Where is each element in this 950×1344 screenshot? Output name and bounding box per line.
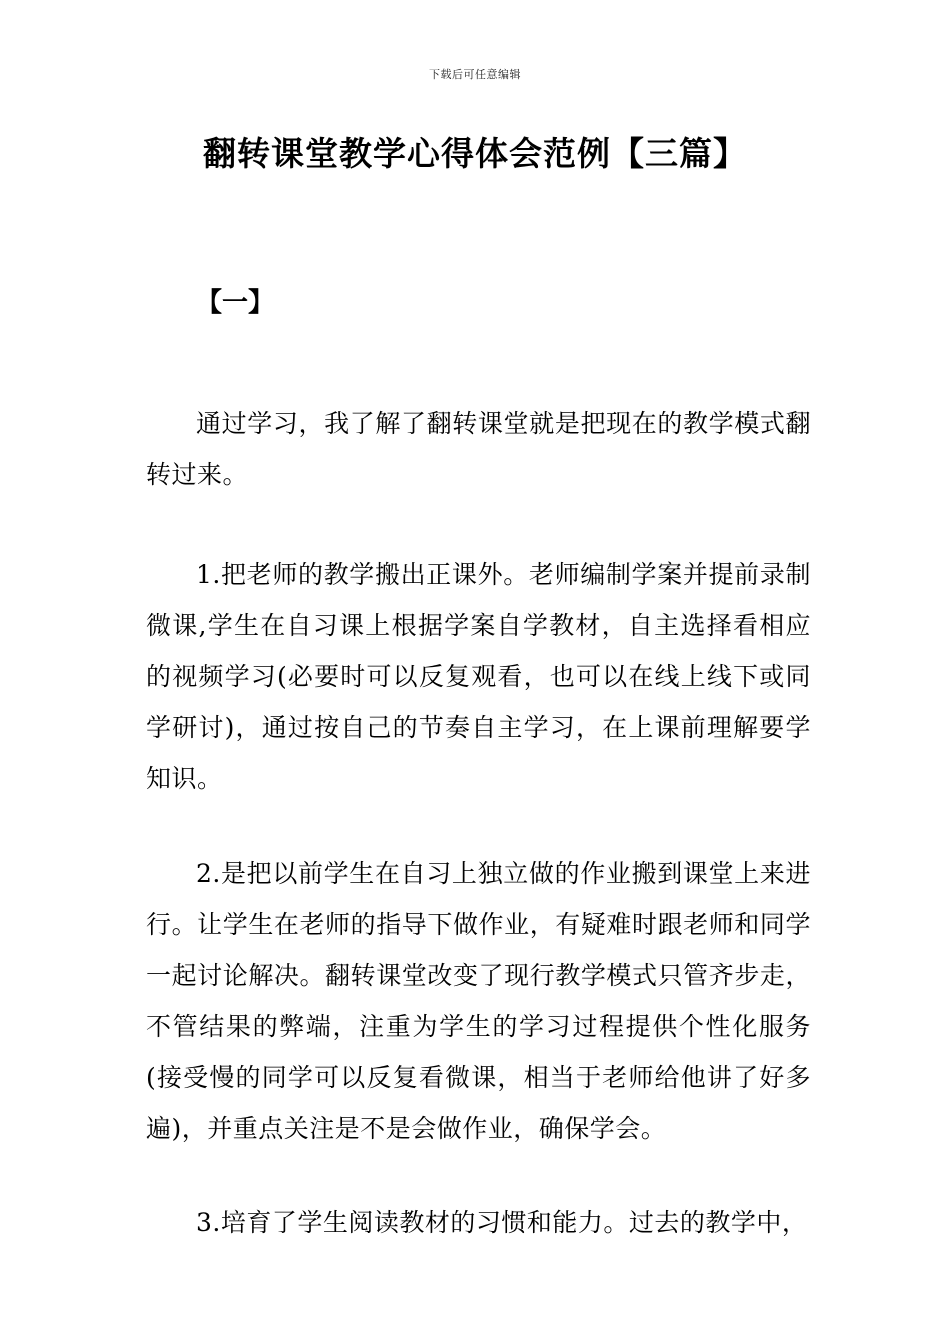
paragraph-intro: 通过学习，我了解了翻转课堂就是把现在的教学模式翻转过来。 bbox=[146, 409, 811, 489]
section-heading: 【一】 bbox=[196, 288, 275, 318]
document-title: 翻转课堂教学心得体会范例【三篇】 bbox=[203, 134, 747, 173]
paragraph-point-3: 3.培育了学生阅读教材的习惯和能力。过去的教学中， bbox=[196, 1208, 808, 1237]
paragraph-point-2: 2.是把以前学生在自习上独立做的作业搬到课堂上来进行。让学生在老师的指导下做作业，有疑难时跟老师和同学一起讨论解决。翻转课堂改变了现行教学模式只管齐步走，不管结果的弊端，注重为学生的学习过程提供个性化服务(接受慢的同学可以反复看微课，相当于老师给他讲了好多遍)，并重点关注是不是会做作业，确保学会。 bbox=[146, 859, 811, 1143]
paragraph-point-1: 1.把老师的教学搬出正课外。老师编制学案并提前录制微课,学生在自习课上根据学案自学教材，自主选择看相应的视频学习(必要时可以反复观看，也可以在线上线下或同学研讨)，通过按自己的节奏自主学习，在上课前理解要学知识。 bbox=[146, 560, 811, 793]
header-note: 下载后可任意编辑 bbox=[429, 68, 521, 81]
